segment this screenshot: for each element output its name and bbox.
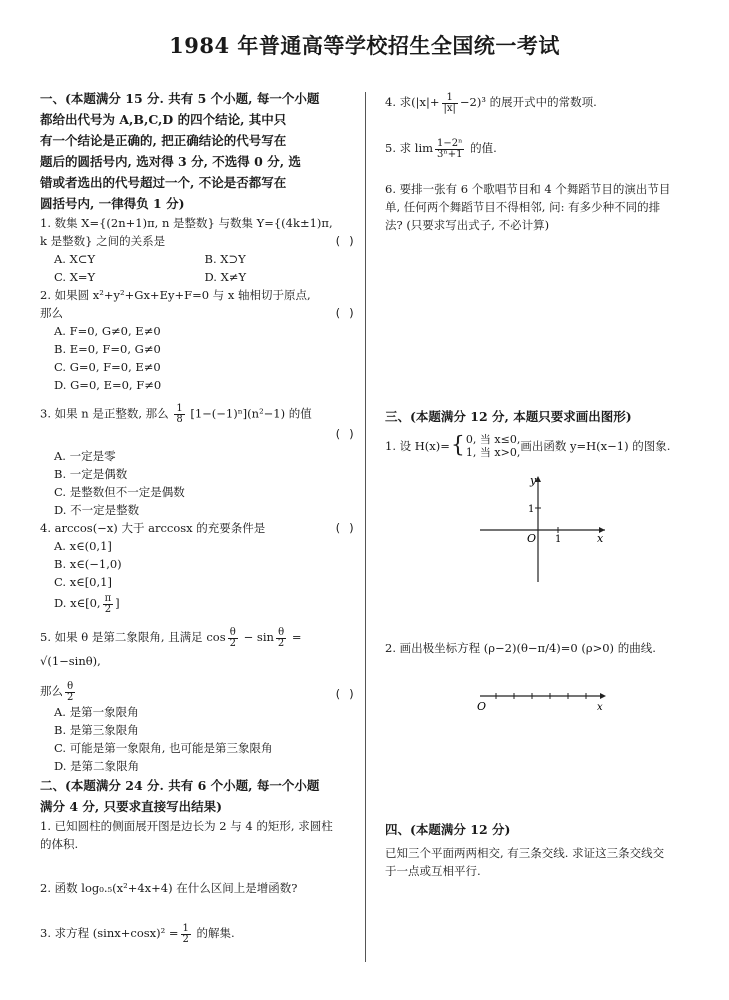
option-a: A. F=0, G≠0, E≠0 [54, 324, 161, 338]
question-1-1 [40, 214, 355, 286]
option-d: D. G=0, E=0, F≠0 [54, 378, 162, 392]
question-suffix: −2)³ 的展开式中的常数项. [459, 95, 597, 109]
question-1-3 [40, 404, 355, 519]
section-two-header [40, 775, 355, 817]
option-d: D. 不一定是整数 [54, 503, 140, 517]
section-four-header: 四、(本题满分 12 分) [385, 822, 511, 837]
y-axis-label: y [530, 474, 537, 487]
fraction [181, 924, 191, 945]
x-axis-label: x [597, 702, 603, 713]
option-d: D. X≠Y [204, 270, 247, 284]
fraction-denominator: |x| [443, 102, 456, 114]
section-three-header: 三、(本题满分 12 分, 本题只要求画出图形) [385, 409, 632, 424]
question-2-4 [385, 90, 705, 114]
option-b: B. 是第三象限角 [54, 723, 139, 737]
option-a: A. x∈(0,1] [54, 539, 112, 553]
question-prefix: 那么 [40, 684, 63, 698]
question-mid: − sin [239, 630, 274, 644]
origin-label: O [527, 532, 537, 545]
answer-bracket[interactable]: ( ) [334, 687, 355, 701]
section-one-header-line: 题后的圆括号内, 选对得 3 分, 不选得 0 分, 选 [40, 154, 301, 169]
fraction-denominator: 8 [176, 414, 183, 425]
page-title: 1984 年普通高等学校招生全国统一考试 [169, 33, 560, 58]
question-text: 的体积. [40, 837, 79, 851]
answer-bracket[interactable]: ( ) [334, 234, 355, 248]
fraction-denominator: 2 [182, 933, 189, 945]
option-b: B. E=0, F=0, G≠0 [54, 342, 161, 356]
question-suffix: 的解集. [192, 926, 235, 940]
answer-bracket[interactable]: ( ) [334, 306, 355, 320]
x-tick-label: 1 [555, 534, 562, 545]
graph-axes-2 [470, 688, 610, 713]
question-2-1 [40, 817, 355, 853]
section-one-header-line: 都给出代号为 A,B,C,D 的四个结论, 其中只 [40, 112, 287, 127]
option-c: C. 可能是第一象限角, 也可能是第三象限角 [54, 741, 273, 755]
section-one-header-line: 圆括号内, 一律得负 1 分) [40, 196, 185, 211]
option-d-prefix: D. x∈[0, [54, 596, 101, 610]
y-tick-label: 1 [528, 504, 535, 515]
fraction [65, 682, 75, 703]
option-d: D. 是第二象限角 [54, 759, 140, 773]
fraction-denominator: 2 [67, 691, 74, 703]
fraction-denominator: 2 [104, 603, 112, 615]
fraction-numerator: 1 [176, 403, 183, 414]
option-a: A. 是第一象限角 [54, 705, 139, 719]
question-text: 单, 任何两个舞蹈节目不得相邻, 问: 有多少种不同的排 [385, 200, 661, 214]
question-1-2 [40, 286, 355, 394]
question-text-line: k 是整数} 之间的关系是 [40, 234, 166, 248]
question-prefix: 3. 求方程 (sinx+cosx)² = [40, 926, 179, 940]
fraction [174, 404, 184, 425]
fraction-denominator: 3ⁿ+1 [437, 148, 463, 160]
fraction [276, 628, 286, 649]
fraction-numerator: 1 [442, 93, 458, 104]
question-3-1 [385, 433, 705, 459]
fraction [442, 93, 458, 114]
question-text [40, 304, 355, 322]
question-prefix: 4. 求(|x|+ [385, 95, 440, 109]
question-1-5 [40, 625, 355, 775]
fraction [228, 628, 238, 649]
question-3-2: 2. 画出极坐标方程 (ρ−2)(θ−π/4)=0 (ρ>0) 的曲线. [385, 641, 656, 655]
question-text: 1. 数集 X={(2n+1)π, n 是整数} 与数集 Y={(4k±1)π, [40, 216, 333, 230]
question-suffix: [1−(−1)ⁿ](n²−1) 的值 [190, 406, 312, 421]
option-a: A. X⊂Y [54, 252, 96, 266]
question-text-line: 那么 [40, 306, 63, 320]
left-column [40, 88, 355, 945]
question-prefix: 5. 求 lim [385, 141, 434, 155]
fraction-numerator: θ [65, 682, 75, 693]
question-bracket-line [40, 425, 355, 443]
question-2-2: 2. 函数 log₀.₅(x²+4x+4) 在什么区间上是增函数? [40, 881, 298, 895]
fraction-denominator: 2 [229, 637, 236, 649]
piecewise-cases [466, 433, 520, 459]
answer-bracket[interactable]: ( ) [334, 427, 355, 441]
option-d-suffix: ] [115, 596, 120, 610]
question-text: 6. 要排一张有 6 个歌唱节目和 4 个舞蹈节目的演出节目 [385, 182, 671, 196]
question-prefix: 5. 如果 θ 是第二象限角, 且满足 cos [40, 630, 226, 644]
question-text [40, 519, 355, 537]
question-prefix: 1. 设 H(x)= [385, 439, 450, 453]
option-c: C. x∈[0,1] [54, 575, 112, 589]
section-one-header-line: 有一个结论是正确的, 把正确结论的代号写在 [40, 133, 287, 148]
fraction-numerator: 1 [182, 922, 189, 934]
option-b: B. X⊃Y [204, 252, 246, 266]
option-c: C. 是整数但不一定是偶数 [54, 485, 185, 499]
option-a: A. 一定是零 [54, 449, 116, 463]
section-one-header-line: 一、(本题满分 15 分. 共有 5 个小题, 每一个小题 [40, 91, 320, 106]
option-c: C. X=Y [54, 270, 96, 284]
question-2-5 [385, 136, 705, 160]
question-prefix: 3. 如果 n 是正整数, 那么 [40, 406, 169, 421]
fraction-numerator: θ [276, 628, 286, 639]
option-row [40, 250, 355, 268]
question-text-line: 4. arccos(−x) 大于 arccosx 的充要条件是 [40, 521, 266, 535]
question-1-4 [40, 519, 355, 615]
fraction-numerator: π [104, 592, 112, 604]
column-divider [365, 92, 366, 962]
case-line: 0, 当 x≤0, [465, 433, 521, 446]
question-text [40, 679, 355, 703]
fraction-numerator: θ [228, 628, 238, 639]
option-b: B. x∈(−1,0) [54, 557, 122, 571]
question-suffix: = √(1−sinθ), [40, 630, 302, 668]
section-two-header-line: 满分 4 分, 只要求直接写出结果) [40, 799, 223, 814]
option-c: C. G=0, F=0, E≠0 [54, 360, 161, 374]
section-two-header-line: 二、(本题满分 24 分. 共有 6 个小题, 每一个小题 [40, 778, 320, 793]
x-axis-label: x [597, 532, 604, 545]
option-d [40, 591, 355, 615]
question-suffix: 画出函数 y=H(x−1) 的图象. [520, 439, 671, 453]
graph-axes-1 [470, 470, 610, 585]
question-4-text: 于一点或互相平行. [385, 864, 481, 878]
question-text: 1. 已知圆柱的侧面展开图是边长为 2 与 4 的矩形, 求圆柱 [40, 819, 333, 833]
case-line: 1, 当 x>0, [465, 446, 521, 459]
question-text: 2. 如果圆 x²+y²+Gx+Ey+F=0 与 x 轴相切于原点, [40, 288, 311, 302]
question-suffix: 的值. [466, 141, 497, 155]
question-4-text: 已知三个平面两两相交, 有三条交线. 求证这三条交线交 [385, 846, 665, 860]
fraction [103, 594, 114, 615]
fraction-denominator: 2 [277, 637, 285, 649]
section-one-header [40, 88, 355, 214]
question-2-6 [385, 180, 705, 234]
question-2-3 [40, 921, 355, 945]
question-text: 法? (只要求写出式子, 不必计算) [385, 218, 550, 232]
section-one-header-line: 错或者选出的代号超过一个, 不论是否都写在 [40, 175, 287, 190]
answer-bracket[interactable]: ( ) [334, 521, 355, 535]
option-b: B. 一定是偶数 [54, 467, 128, 481]
fraction-numerator: 1−2ⁿ [437, 137, 463, 149]
polar-axis-arrow [600, 693, 606, 699]
fraction [435, 139, 464, 160]
question-text [40, 232, 355, 250]
question-text [40, 404, 355, 425]
brace-glyph: { [450, 433, 465, 458]
question-text [40, 625, 355, 673]
option-row [40, 268, 355, 286]
origin-label: O [477, 700, 487, 713]
